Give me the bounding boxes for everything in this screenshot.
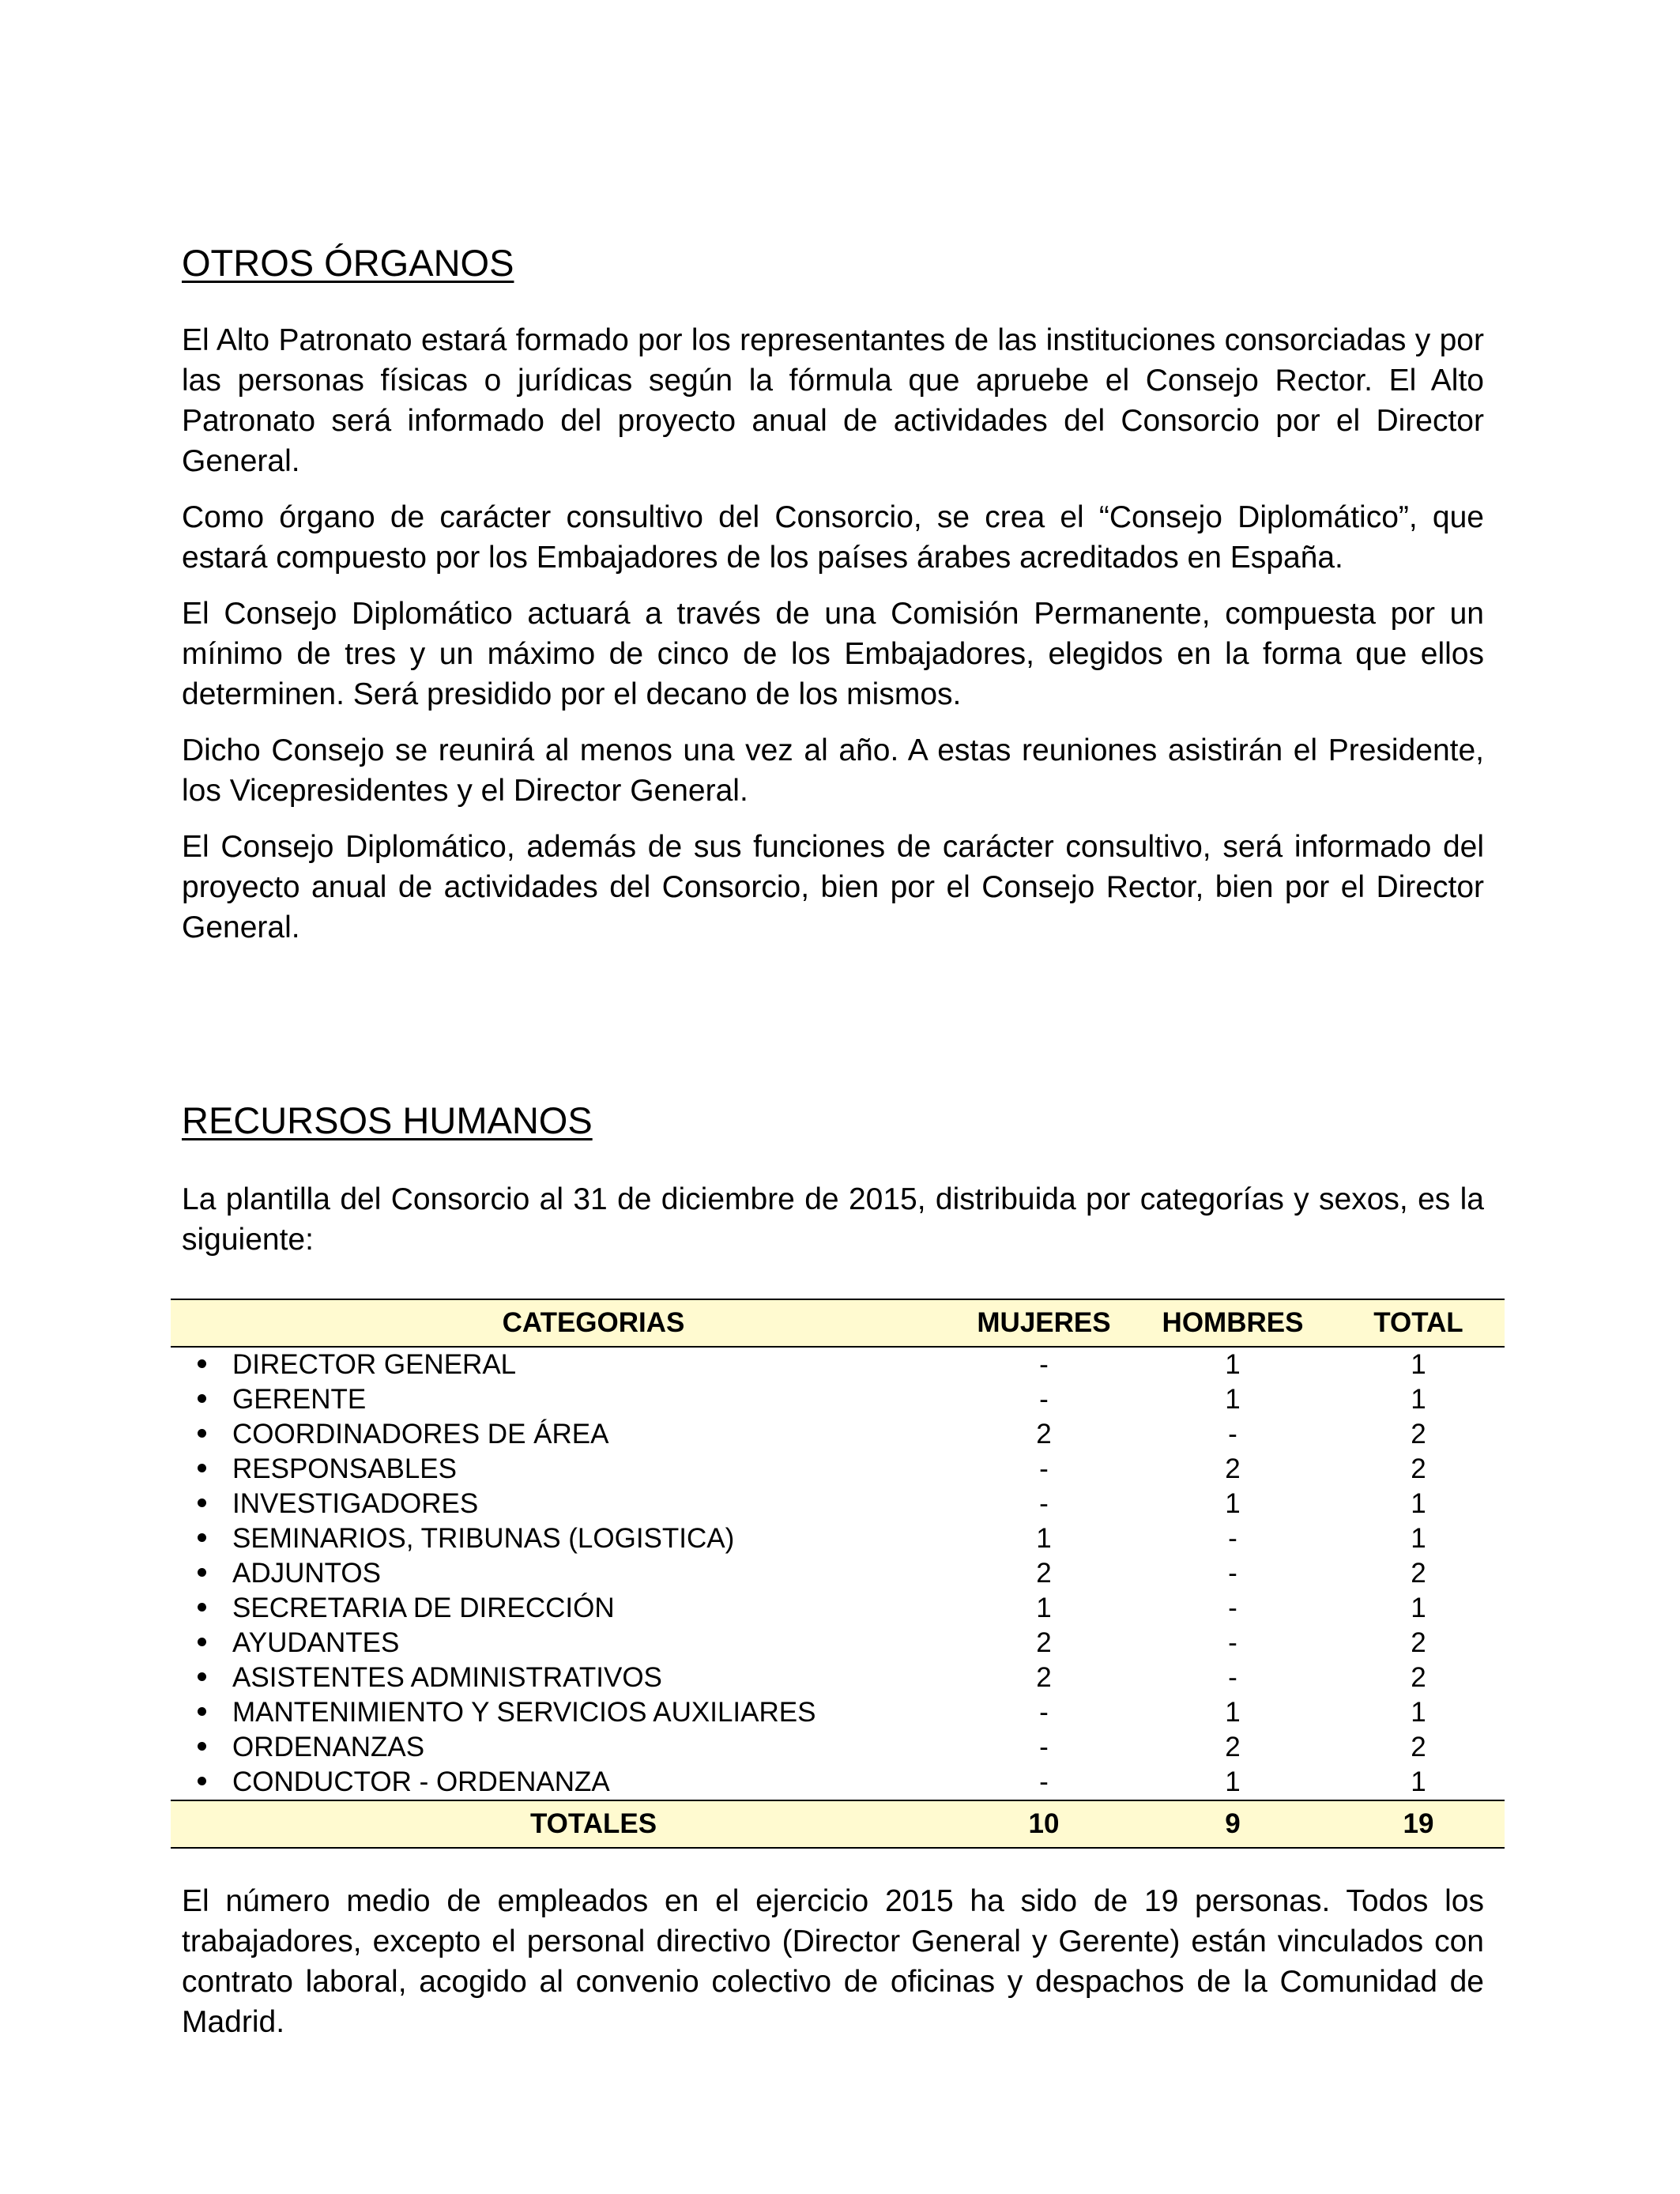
- row-hombres: 1: [1225, 1488, 1241, 1519]
- row-categoria: RESPONSABLES: [232, 1453, 457, 1484]
- table-row: [171, 1556, 1505, 1591]
- section-otros-organos: [182, 239, 1484, 963]
- row-categoria: SECRETARIA DE DIRECCIÓN: [232, 1593, 615, 1623]
- row-bullet: [171, 1487, 232, 1521]
- header-total: TOTAL: [1332, 1299, 1505, 1347]
- row-total: 2: [1411, 1662, 1426, 1693]
- row-categoria: AYUDANTES: [232, 1627, 400, 1658]
- row-categoria: MANTENIMIENTO Y SERVICIOS AUXILIARES: [232, 1697, 816, 1728]
- row-total: 1: [1411, 1384, 1426, 1415]
- row-categoria: ORDENANZAS: [232, 1732, 425, 1762]
- totals-bullet-spacer: [171, 1800, 232, 1848]
- bullet-icon: [198, 1672, 206, 1681]
- row-mujeres: 2: [1036, 1662, 1052, 1693]
- table-row: [171, 1382, 1505, 1417]
- row-bullet: [171, 1452, 232, 1487]
- row-hombres: 2: [1225, 1453, 1241, 1484]
- table-header-row: [171, 1299, 1505, 1347]
- row-categoria: CONDUCTOR - ORDENANZA: [232, 1766, 610, 1797]
- row-hombres: -: [1228, 1662, 1237, 1693]
- bullet-icon: [198, 1429, 206, 1438]
- row-hombres: -: [1228, 1593, 1237, 1623]
- row-mujeres: -: [1039, 1453, 1049, 1484]
- bullet-icon: [198, 1568, 206, 1577]
- row-hombres: -: [1228, 1523, 1237, 1554]
- row-categoria: ASISTENTES ADMINISTRATIVOS: [232, 1662, 662, 1693]
- paragraph-numero-medio-empleados: El número medio de empleados en el ejercicio 2015 ha sido de 19 personas. Todos los trabajadores, excepto el personal directivo (Director General y Gerente) están vinculados con contrato laboral, acogido al convenio colectivo de oficinas y despachos de la Comunidad de Madrid.: [182, 1884, 1484, 2039]
- row-mujeres: 2: [1036, 1627, 1052, 1658]
- table-row: [171, 1730, 1505, 1765]
- bullet-icon: [198, 1533, 206, 1542]
- row-bullet: [171, 1626, 232, 1661]
- staff-table-container: [171, 1299, 1505, 1849]
- row-categoria: COORDINADORES DE ÁREA: [232, 1419, 609, 1449]
- paragraph-plantilla-intro: La plantilla del Consorcio al 31 de diciembre de 2015, distribuida por categorías y sexos, es la siguiente:: [182, 1182, 1484, 1257]
- totals-hombres: 9: [1133, 1800, 1332, 1848]
- row-categoria: ADJUNTOS: [232, 1558, 381, 1589]
- row-mujeres: -: [1039, 1349, 1049, 1380]
- row-categoria: INVESTIGADORES: [232, 1488, 479, 1519]
- paragraph-reuniones: Dicho Consejo se reunirá al menos una vez al año. A estas reuniones asistirán el Presidente, los Vicepresidentes y el Director General.: [182, 733, 1484, 808]
- bullet-icon: [198, 1394, 206, 1403]
- bullet-icon: [198, 1777, 206, 1785]
- row-bullet: [171, 1695, 232, 1730]
- heading-otros-organos: OTROS ÓRGANOS: [182, 242, 514, 284]
- row-total: 2: [1411, 1419, 1426, 1449]
- totals-total: 19: [1332, 1800, 1505, 1848]
- row-bullet: [171, 1661, 232, 1695]
- row-hombres: 1: [1225, 1766, 1241, 1797]
- header-hombres: HOMBRES: [1133, 1299, 1332, 1347]
- row-hombres: 1: [1225, 1349, 1241, 1380]
- row-hombres: 2: [1225, 1732, 1241, 1762]
- header-mujeres: MUJERES: [955, 1299, 1133, 1347]
- table-row: [171, 1661, 1505, 1695]
- row-total: 1: [1411, 1488, 1426, 1519]
- row-mujeres: 2: [1036, 1558, 1052, 1589]
- table-row: [171, 1487, 1505, 1521]
- table-row: [171, 1521, 1505, 1556]
- table-row: [171, 1417, 1505, 1452]
- row-mujeres: -: [1039, 1488, 1049, 1519]
- staff-table: [171, 1299, 1505, 1849]
- bullet-icon: [198, 1742, 206, 1751]
- bullet-icon: [198, 1707, 206, 1716]
- paragraph-consejo-diplomatico: Como órgano de carácter consultivo del Consorcio, se crea el “Consejo Diplomático”, que estará compuesto por los Embajadores de los países árabes acreditados en España.: [182, 500, 1484, 575]
- bullet-icon: [198, 1498, 206, 1507]
- bullet-icon: [198, 1359, 206, 1368]
- table-row: [171, 1765, 1505, 1800]
- row-bullet: [171, 1765, 232, 1800]
- row-bullet: [171, 1347, 232, 1382]
- bullet-icon: [198, 1638, 206, 1646]
- row-mujeres: 1: [1036, 1523, 1052, 1554]
- row-categoria: DIRECTOR GENERAL: [232, 1349, 517, 1380]
- row-total: 1: [1411, 1766, 1426, 1797]
- row-mujeres: 1: [1036, 1593, 1052, 1623]
- row-mujeres: -: [1039, 1384, 1049, 1415]
- row-total: 1: [1411, 1523, 1426, 1554]
- table-row: [171, 1591, 1505, 1626]
- paragraph-comision-permanente: El Consejo Diplomático actuará a través de una Comisión Permanente, compuesta por un mínimo de tres y un máximo de cinco de los Embajadores, elegidos en la forma que ellos determinen. Será presidido por el decano de los mismos.: [182, 597, 1484, 711]
- row-bullet: [171, 1382, 232, 1417]
- table-row: [171, 1452, 1505, 1487]
- row-total: 2: [1411, 1732, 1426, 1762]
- table-row: [171, 1626, 1505, 1661]
- row-total: 2: [1411, 1453, 1426, 1484]
- row-hombres: -: [1228, 1627, 1237, 1658]
- row-hombres: 1: [1225, 1384, 1241, 1415]
- row-hombres: 1: [1225, 1697, 1241, 1728]
- row-hombres: -: [1228, 1419, 1237, 1449]
- row-categoria: SEMINARIOS, TRIBUNAS (LOGISTICA): [232, 1523, 735, 1554]
- bullet-icon: [198, 1464, 206, 1472]
- totals-label: TOTALES: [232, 1800, 955, 1848]
- row-bullet: [171, 1591, 232, 1626]
- header-categorias: CATEGORIAS: [232, 1299, 955, 1347]
- row-mujeres: -: [1039, 1697, 1049, 1728]
- paragraph-alto-patronato: El Alto Patronato estará formado por los representantes de las instituciones consorciadas y por las personas físicas o jurídicas según la fórmula que apruebe el Consejo Rector. El Alto Patronato será informado del proyecto anual de actividades del Consorcio por el Director General.: [182, 323, 1484, 478]
- header-bullet-spacer: [171, 1299, 232, 1347]
- row-total: 1: [1411, 1349, 1426, 1380]
- table-row: [171, 1695, 1505, 1730]
- row-hombres: -: [1228, 1558, 1237, 1589]
- row-mujeres: 2: [1036, 1419, 1052, 1449]
- table-body: [171, 1347, 1505, 1800]
- row-mujeres: -: [1039, 1766, 1049, 1797]
- row-mujeres: -: [1039, 1732, 1049, 1762]
- row-total: 2: [1411, 1627, 1426, 1658]
- section-recursos-humanos: [182, 1097, 1484, 1260]
- row-bullet: [171, 1417, 232, 1452]
- row-bullet: [171, 1556, 232, 1591]
- row-bullet: [171, 1730, 232, 1765]
- paragraph-funciones-consultivas: El Consejo Diplomático, además de sus funciones de carácter consultivo, será informado del proyecto anual de actividades del Consorcio, bien por el Consejo Rector, bien por el Director General.: [182, 830, 1484, 944]
- bullet-icon: [198, 1603, 206, 1612]
- section-empleados-medio: [182, 1881, 1484, 2042]
- heading-recursos-humanos: RECURSOS HUMANOS: [182, 1099, 593, 1141]
- row-bullet: [171, 1521, 232, 1556]
- table-row: [171, 1347, 1505, 1382]
- totals-mujeres: 10: [955, 1800, 1133, 1848]
- row-total: 1: [1411, 1593, 1426, 1623]
- table-totals-row: [171, 1800, 1505, 1848]
- row-categoria: GERENTE: [232, 1384, 367, 1415]
- row-total: 2: [1411, 1558, 1426, 1589]
- row-total: 1: [1411, 1697, 1426, 1728]
